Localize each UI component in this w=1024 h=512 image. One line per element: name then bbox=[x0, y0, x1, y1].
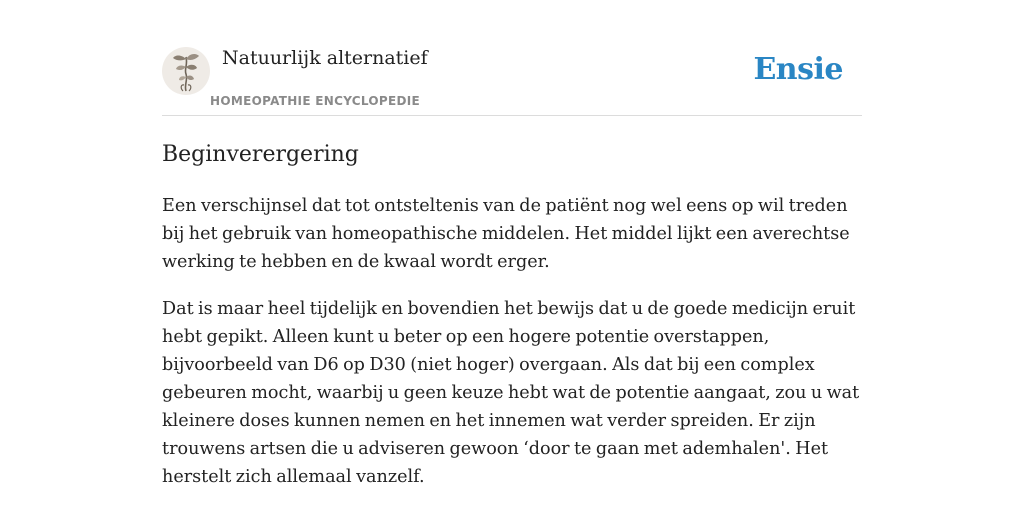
site-title[interactable]: Natuurlijk alternatief bbox=[222, 47, 428, 69]
herb-plant-icon[interactable] bbox=[162, 47, 210, 95]
page-container bbox=[162, 0, 862, 512]
site-header bbox=[162, 44, 862, 116]
ensie-brand-link[interactable]: Ensie bbox=[753, 52, 843, 87]
article-title: Beginverergering bbox=[162, 142, 359, 167]
site-subtitle: HOMEOPATHIE ENCYCLOPEDIE bbox=[210, 94, 421, 108]
article-paragraph-1: Een verschijnsel dat tot ontsteltenis van de patiënt nog wel eens op wil treden bij het gebruik van homeopathische middelen. Het middel lijkt een averechtse werking te hebben en de kwaal wordt erger. bbox=[162, 196, 850, 272]
article-paragraph-2: Dat is maar heel tijdelijk en bovendien het bewijs dat u de goede medicijn eruit hebt gepikt. Alleen kunt u beter op een hogere potentie overstappen, bijvoorbeeld van D6 op D30 (niet hoger) overgaan. Als dat bij een complex gebeuren mocht, waarbij u geen keuze hebt wat de potentie aangaat, zou u wat kleinere doses kunnen nemen en het innemen wat verder spreiden. Er zijn trouwens artsen die u adviseren gewoon ‘door te gaan met ademhalen'. Het herstelt zich allemaal vanzelf. bbox=[162, 299, 860, 487]
